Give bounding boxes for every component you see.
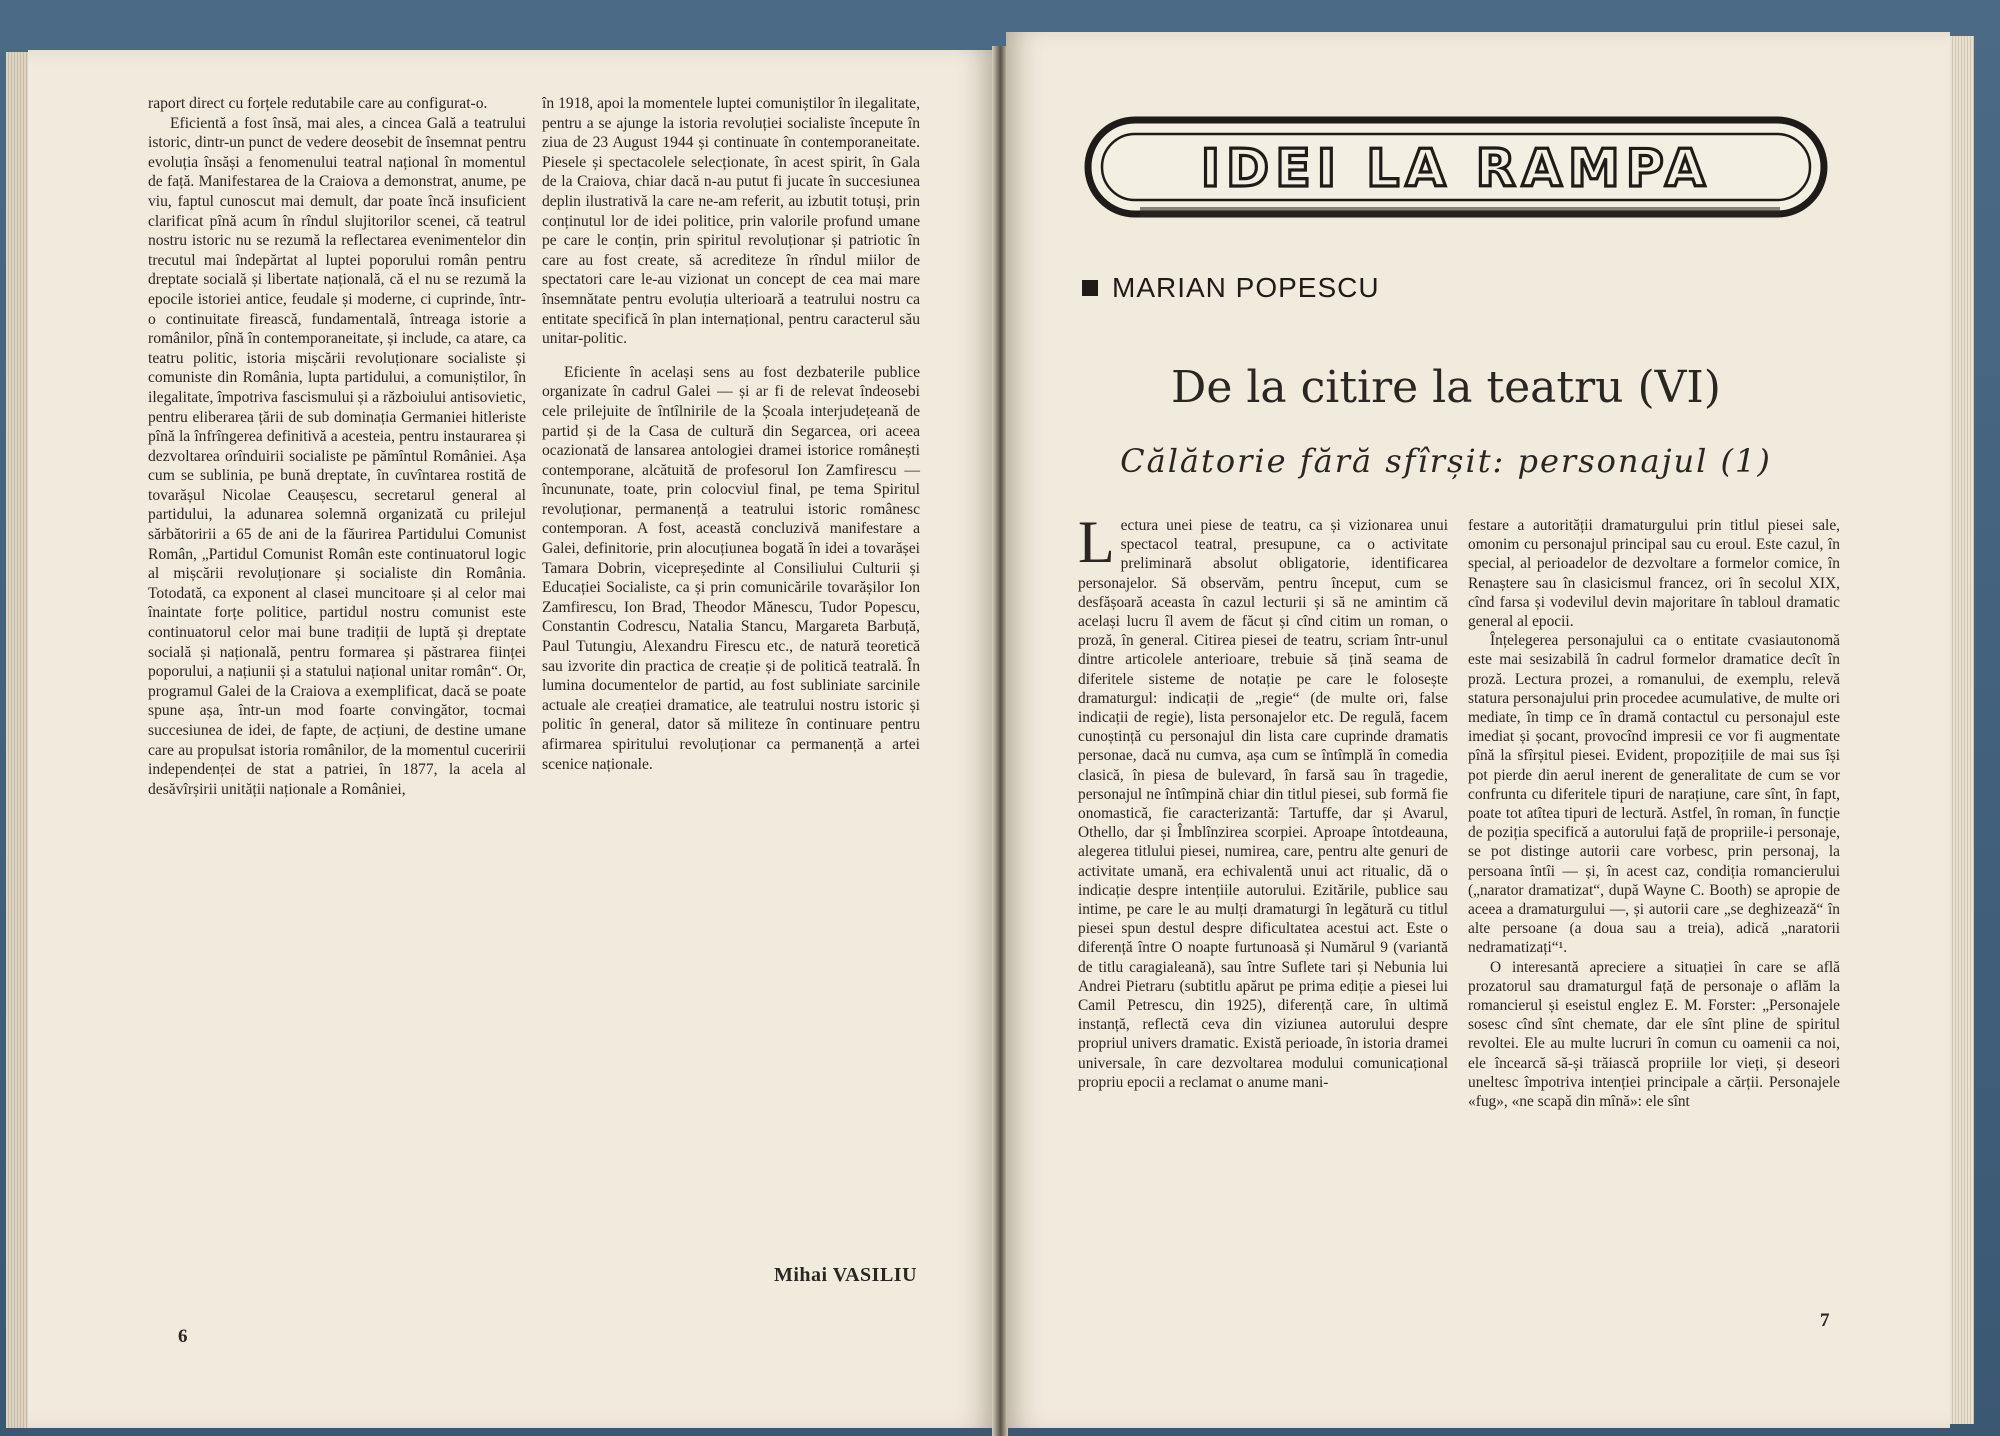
paragraph: în 1918, apoi la momentele luptei comuniștilor în ilegalitate, pentru a se ajunge la istoria revoluției socialiste începute în ziua de 23 August 1944 și continuate în contemporaneitate. Piesele și spectacolele selecționate, în acest spirit, în Gala de la Craiova, chiar dacă n-au putut fi jucate în succesiunea deplin ilustrativă la care ne-am referit, au izbutit totuși, prin conținutul lor de idei politice, prin valorile profund umane pe care le conțin, prin spiritul revoluționar și patriotic în care au fost create, să acrediteze în rîndul miilor de spectatori care le-au vizionat un concept de cea mai mare însemnătate pentru evoluția ulterioară a teatrului nostru ca entitate specifică în plan internațional, pentru caracterul său unitar-politic. [542,95,920,348]
paragraph: Eficientă a fost însă, mai ales, a cincea Gală a teatrului istoric, dintr-un punct de vedere deosebit de însemnat pentru evoluția însăși a fenomenului teatral național în momentul de față. Manifestarea de la Craiova a demonstrat, anume, pe viu, faptul cunoscut mai demult, dar poate încă insuficient clarificat pînă acum în rîndul slujitorilor scenei, că teatrul nostru istoric nu se rezumă la reflectarea evenimentelor din trecutul mai îndepărtat al luptei poporului român pentru dreptate socială și libertate națională, că el nu se rezumă la epocile istoriei antice, feudale și moderne, ci cuprinde, într-o continuitate firească, fundamentală, întreaga istorie a românilor, pînă în contemporaneitate, și include, ca atare, ca teatru politic, istoria mișcării revoluționare socialiste și comuniste din România, lupta partidului, a comuniștilor, în ilegalitate, împotriva fascismului și a războiului antisovietic, pentru eliberarea țării de sub dominația Germaniei hitleriste pînă la înfrîngerea definitivă a acesteia, pentru instaurarea și dezvoltarea orînduirii socialiste pe pămîntul României. Așa cum se sublinia, pe bună dreptate, în cuvîntarea rostită de tovarășul Nicolae Ceaușescu, secretarul general al partidului, la adunarea solemnă organizată cu prilejul sărbătoririi a 65 de ani de la făurirea Partidului Comunist Român, „Partidul Comunist Român este continuatorul logic al mișcării revoluționare și socialiste din România. Totodată, ca exponent al clasei muncitoare și al celor mai înaintate forțe politice, partidul nostru comunist este continuatorul celor mai bune tradiții de luptă și dreptate socială și națională, pentru formarea și păstrarea ființei poporului, a națiunii și a statului național unitar român“. Or, programul Galei de la Craiova a exemplificat, dacă se poate spune așa, într-un mod foarte convingător, tocmai succesiunea de idei, de fapte, de acțiuni, de destine umane care au propulsat istoria românilor, de la momentul cuceririi independenței de stat a patriei, în 1877, la acela al desăvîrșirii unității naționale a României, [148,114,526,798]
page-number-left: 6 [178,1326,188,1347]
section-banner [1080,112,1832,222]
banner-graphic [1080,112,1832,222]
article-title: De la citire la teatru (VI) [1171,362,1721,413]
paragraph: O interesantă apreciere a situației în care se află prozatorul sau dramaturgul față de personaje o aflăm la romancierul și eseistul englez E. M. Forster: „Personajele sosesc cînd sînt chemate, dar ele sînt pline de spiritul revoltei. Ele au multe lucruri în comun cu oamenii ca noi, ele încearcă să-și trăiască propriile lor vieți, și deseori uneltesc împotriva intenției principale a cărții. Personajele «fug», «ne scapă din mînă»: ele sînt [1468,958,1840,1111]
paragraph [1078,509,1448,1092]
paragraph: Eficiente în același sens au fost dezbaterile publice organizate în cadrul Galei — și ar fi de relevat îndeosebi cele prilejuite de întîlnirile de la Școala interjudețeană de partid și de la Casa de cultură din Segarcea, ori aceea ocazionată de lansarea antologiei dramei istorice românești contemporane, alcătuită de profesorul Ion Zamfirescu — încununate, toate, prin colocviul final, pe tema Spiritul revoluționar, permanență a teatrului istoric românesc contemporan. A fost, această concluzivă manifestare a Galei, definitorie, prin alocuțiunea bogată în idei a tovarășei Tamara Dobrin, vicepreședinte al Consiliului Culturii și Educației Socialiste, ca și prin comunicările tovarășilor Ion Zamfirescu, Ion Brad, Theodor Mănescu, Tudor Popescu, Constantin Codrescu, Natalia Stancu, Margareta Barbuță, Paul Tutungiu, Alexandru Firescu etc., de natură teoretică sau izvorite din practica de creație și de politică teatrală. În lumina documentelor de partid, au fost subliniate sarcinile actuale ale creației dramatice, ale teatrului nostru istoric și politic în general, dator să militeze în continuare pentru afirmarea spiritului revoluționar ca permanență a artei scenice naționale. [542,363,920,773]
bullet-square-icon [1082,280,1098,296]
paragraph: raport direct cu forțele redutabile care au configurat-o. [148,95,488,112]
right-page [1006,32,1950,1428]
author-name: MARIAN POPESCU [1112,272,1380,303]
banner-title: IDEI LA RAMPA [1200,139,1712,199]
left-column-1 [148,94,526,799]
page-stack-right [1950,36,1974,1424]
article-author [1082,272,1380,304]
page-stack-left [6,52,28,1428]
drop-cap: L [1078,509,1115,575]
left-column-2 [542,94,920,774]
paragraph: festare a autorității dramaturgului prin titlul piesei sale, omonim cu personajul principal sau cu eroul. Este cazul, în special, al perioadelor de dezvoltare a formelor comice, în Renaștere sau în clasicismul francez, ori în secolul XIX, cînd farsa și vodevilul devin majoritare în tabloul dramatic general al epocii. [1468,517,1840,631]
paragraph-text: ectura unei piese de teatru, ca și vizionarea unui spectacol teatral, presupune, ca o activitate preliminară absolut obligatorie, identificarea personajelor. Să observăm, pentru început, cum se desfășoară aceasta în cazul lecturii și să ne amintim că același lucru îl avem de făcut și cînd citim un roman, o proză, în general. Citirea piesei de teatru, scriam într-unul dintre articolele anterioare, trebuie să țină seama de diferitele sisteme de notație pe care le folosește dramaturgul: indicații de „regie“ (de multe ori, false indicații de regie), lista personajelor etc. De regulă, facem cunoștință cu personajul din lista care cuprinde dramatis personae, dacă nu cumva, așa cum se întîmplă în comedia clasică, în piesa de bulevard, în farsă sau în tragedie, personajul ne întîmpină chiar din titlul piesei, sub formă fie onomastică, fie caracterizantă: Tartuffe, dar și Avarul, Othello, dar și Îmblînzirea scorpiei. Aproape întotdeauna, alegerea titlului piesei, numirea, care, pentru alte genuri de activitate umană, era echivalentă unui act ritualic, dă o indicație despre intențiile autorului. Ezitările, publice sau intime, pe care le au mulți dramaturgi în legătură cu titlul piesei spun destul despre dificultatea acestui act. Este o diferență între O noapte furtunoasă și Numărul 9 (variantă de titlu caragialeană), sau între Suflete tari și Nebunia lui Andrei Pietraru (subtitlu apărut pe prima ediție a piesei lui Camil Petrescu, din 1925), diferență care, în ultimă instanță, reflectă ceva din viziunea autorului despre propriul univers dramatic. Există perioade, în istoria dramei universale, în care dezvoltarea modului comunicațional propriu epocii a reclamat o anume mani- [1078,517,1448,1091]
right-column-1 [1078,509,1448,1092]
article-signature: Mihai VASILIU [774,1264,918,1286]
right-column-2 [1468,516,1840,1111]
paragraph: Înțelegerea personajului ca o entitate cvasiautonomă este mai sesizabilă în cadrul formelor dramatice decît în proză. Lectura prozei, a romanului, de exemplu, relevă statura personajului prin procedee acumulative, de multe ori mediate, în timp ce în dramă contactul cu personajul este imediat și șocant, provocînd impresii ce vor fi augmentate pînă la sfîrșitul piesei. Evident, propozițiile de mai sus își pot pierde din aerul inerent de generalitate de cum se vor confrunta cu diferitele tipuri de narațiune, care sînt, în fapt, poate tot atîtea tipuri de lectură. Astfel, în roman, în funcție de poziția specifică a autorului față de propriile-i personaje, se pot distinge autorii care vorbesc, prin personaj, la persoana întîi — și, în acest caz, condiția romancierului („narator dramatizat“, după Wayne C. Booth) se apropie de aceea a dramaturgului —, și autorii care „se deghizează“ în alte persoane (a doua sau a treia), adică „naratorii nedramatizați“¹. [1468,632,1840,957]
left-page [28,50,994,1428]
page-number-right: 7 [1820,1310,1830,1331]
article-subtitle: Călătorie fără sfîrșit: personajul (1) [1120,442,1772,480]
